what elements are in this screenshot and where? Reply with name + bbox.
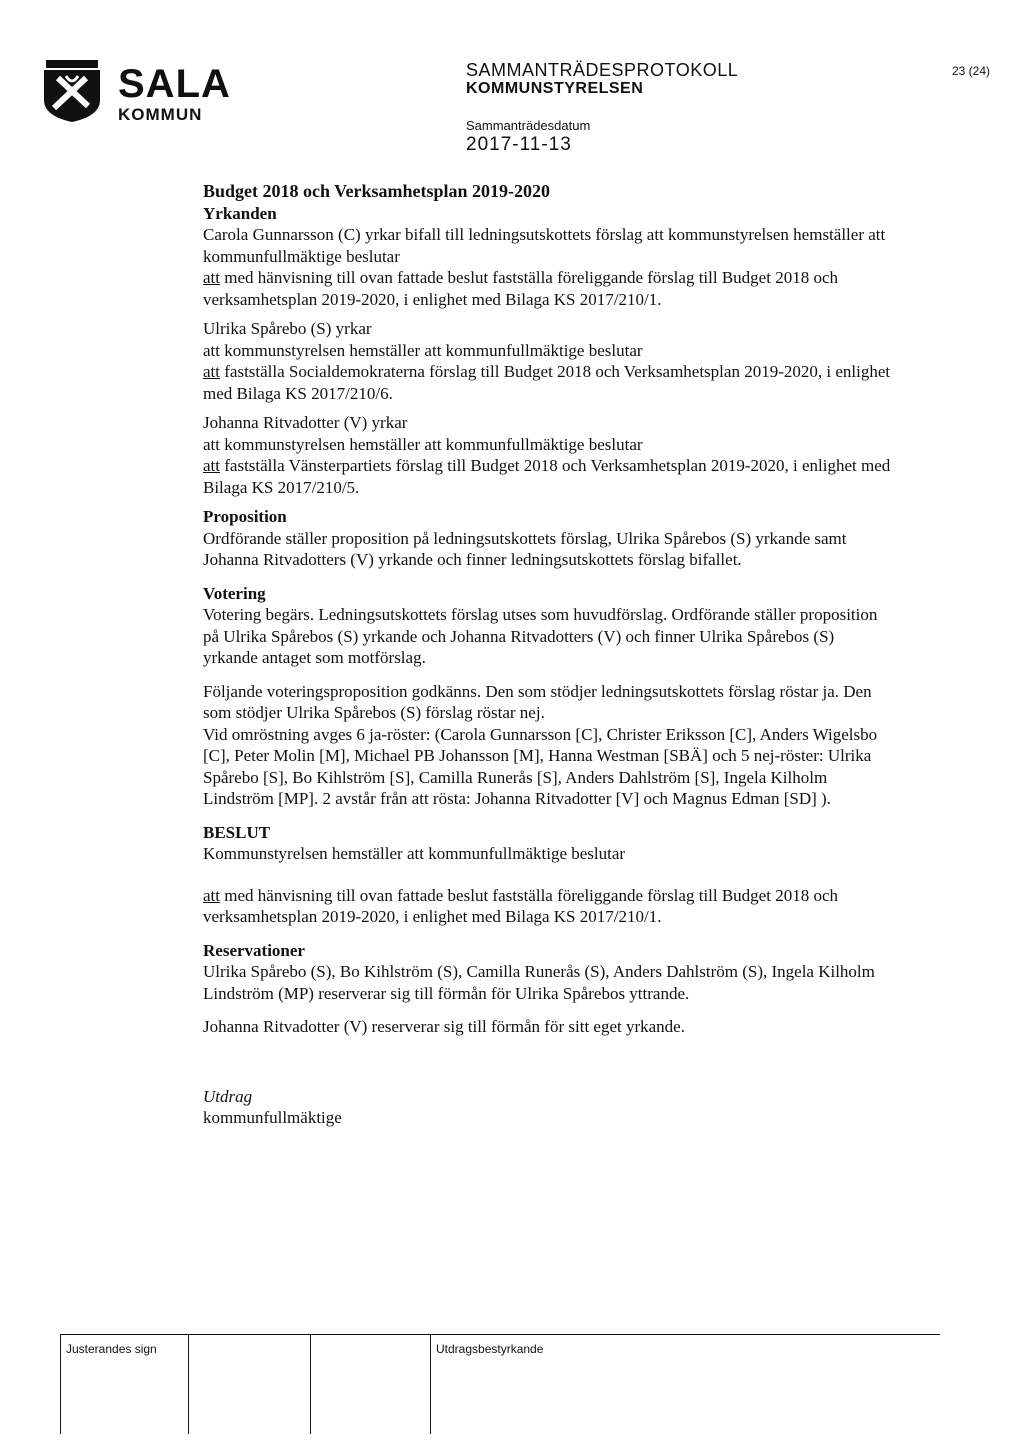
proposition-paragraph: Ordförande ställer proposition på ledningsutskottets förslag, Ulrika Spårebos (S) yrkande samt Johanna Ritvadotters (V) yrkande och finner ledningsutskottets förslag bifallet.: [203, 528, 847, 569]
sign-cell: [188, 1334, 189, 1434]
motion-att-paragraph: [203, 455, 893, 498]
logo-subtitle: KOMMUN: [118, 105, 203, 124]
att-text: med hänvisning till ovan fattade beslut fastställa föreliggande förslag till Budget 2018 och verksamhetsplan 2019-2020, i enlighet med Bilaga KS 2017/210/1.: [203, 268, 838, 309]
motion-att-paragraph: [203, 361, 893, 404]
att-text: med hänvisning till ovan fattade beslut fastställa föreliggande förslag till Budget 2018 och verksamhetsplan 2019-2020, i enlighet med Bilaga KS 2017/210/1.: [203, 885, 838, 926]
board-name: KOMMUNSTYRELSEN: [466, 80, 644, 97]
att-word: att: [203, 362, 220, 381]
heading-yrkanden: Yrkanden: [203, 203, 277, 223]
municipality-logo: [28, 60, 231, 124]
shield-icon: [28, 60, 110, 122]
att-text: fastställa Socialdemokraterna förslag till Budget 2018 och Verksamhetsplan 2019-2020, i enlighet med Bilaga KS 2017/210/6.: [203, 362, 891, 403]
motion-att-paragraph: [203, 267, 893, 310]
motion-intro: Ulrika Spårebo (S) yrkar: [203, 319, 372, 338]
att-text: fastställa Vänsterpartiets förslag till Budget 2018 och Verksamhetsplan 2019-2020, i enlighet med Bilaga KS 2017/210/5.: [203, 456, 891, 497]
beslut-att-paragraph: [203, 885, 893, 928]
sign-label: Justerandes sign: [66, 1342, 157, 1356]
sign-cell: [60, 1334, 61, 1434]
extract-cell: [430, 1334, 431, 1434]
motion-paragraph: Carola Gunnarsson (C) yrkar bifall till ledningsutskottets förslag att kommunstyrelsen hemställer att kommunfullmäktige beslutar: [203, 225, 886, 266]
date-label: Sammanträdesdatum: [466, 118, 591, 133]
votering-result: Vid omröstning avges 6 ja-röster: (Carola Gunnarsson [C], Christer Eriksson [C], Anders Wigelsbo [C], Peter Molin [M], Michael PB Johansson [M], Hanna Westman [SBÄ] och 5 nej-röster: Ulrika Spårebo [S], Bo Kihlström [S], Camilla Runerås [S], Anders Dahlström [S], Ingela Kilholm Lindström [MP]. 2 avstår från att rösta: Johanna Ritvadotter [V] och Magnus Edman [SD] ).: [203, 724, 878, 808]
motion-line: att kommunstyrelsen hemställer att kommunfullmäktige beslutar: [203, 340, 643, 360]
reservation-paragraph: Johanna Ritvadotter (V) reserverar sig till förmån för sitt eget yrkande.: [203, 1017, 685, 1036]
extract-recipient: kommunfullmäktige: [203, 1108, 342, 1127]
protocol-body: [203, 181, 893, 1129]
sign-cell: [310, 1334, 311, 1434]
att-word: att: [203, 885, 220, 905]
heading-beslut: BESLUT: [203, 822, 271, 842]
beslut-line: Kommunstyrelsen hemställer att kommunfullmäktige beslutar: [203, 844, 626, 863]
meeting-date: 2017-11-13: [466, 134, 572, 155]
motion-intro: Johanna Ritvadotter (V) yrkar: [203, 413, 408, 432]
extract-certification-label: Utdragsbestyrkande: [436, 1342, 544, 1356]
heading-votering: Votering: [203, 583, 266, 603]
votering-paragraph: Följande voteringsproposition godkänns. Den som stödjer ledningsutskottets förslag röstar ja. Den som stödjer Ulrika Spårebos (S) förslag röstar nej.: [203, 681, 872, 722]
section-title: Budget 2018 och Verksamhetsplan 2019-2020: [203, 181, 551, 201]
page-number: 23 (24): [952, 64, 991, 78]
votering-paragraph: Votering begärs. Ledningsutskottets förslag utses som huvudförslag. Ordförande ställer proposition på Ulrika Spårebos (S) yrkande och Johanna Ritvadotters (V) och finner Ulrika Spårebos (S) yrkande antaget som motförslag.: [203, 605, 878, 667]
document-type: SAMMANTRÄDESPROTOKOLL: [466, 60, 739, 80]
heading-reservationer: Reservationer: [203, 940, 305, 960]
att-word: att: [203, 268, 220, 287]
motion-line: att kommunstyrelsen hemställer att kommunfullmäktige beslutar: [203, 434, 643, 454]
logo-name: SALA: [118, 62, 231, 106]
signature-table: [60, 1334, 940, 1434]
reservation-paragraph: Ulrika Spårebo (S), Bo Kihlström (S), Camilla Runerås (S), Anders Dahlström (S), Ingela Kilholm Lindström (MP) reserverar sig till förmån för Ulrika Spårebos yttrande.: [203, 962, 875, 1003]
extract-label: Utdrag: [203, 1086, 253, 1106]
heading-proposition: Proposition: [203, 507, 287, 526]
footer-divider: [60, 1334, 940, 1335]
att-word: att: [203, 456, 220, 475]
